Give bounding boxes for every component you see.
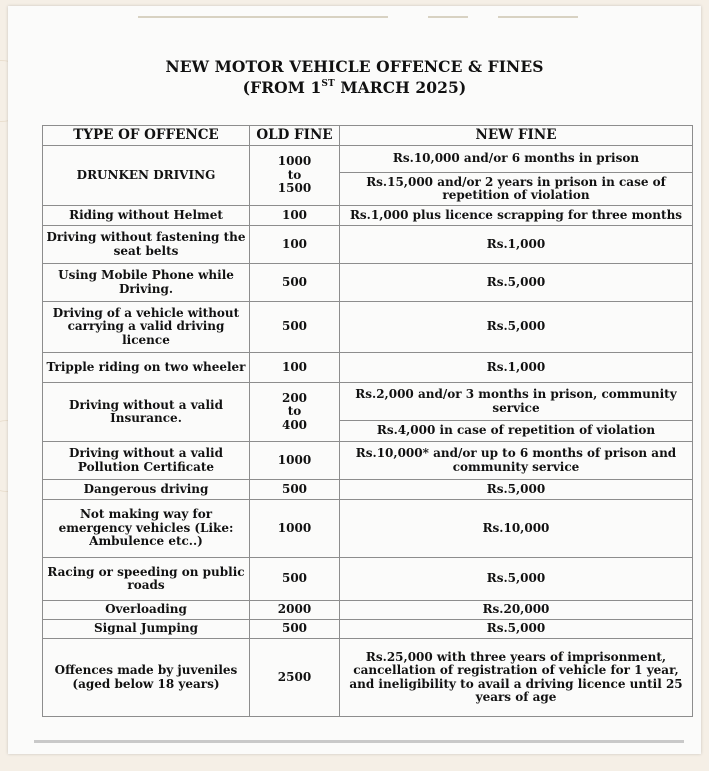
offence-cell: Tripple riding on two wheeler <box>43 353 250 383</box>
page-title: NEW MOTOR VEHICLE OFFENCE & FINES <box>165 57 544 76</box>
offence-cell: Driving of a vehicle without carrying a valid driving licence <box>43 302 250 353</box>
offence-cell: Racing or speeding on public roads <box>43 558 250 601</box>
old-fine-cell: 1000 to 1500 <box>250 146 340 206</box>
table-row <box>43 146 693 173</box>
new-fine-cell: Rs.5,000 <box>340 558 693 601</box>
offence-cell: Driving without a valid Pollution Certificate <box>43 442 250 480</box>
top-divider <box>498 16 578 18</box>
old-fine-cell: 2500 <box>250 639 340 717</box>
table-row <box>43 353 693 383</box>
offence-cell: Not making way for emergency vehicles (Like: Ambulence etc..) <box>43 500 250 558</box>
new-fine-cell: Rs.5,000 <box>340 302 693 353</box>
old-fine-cell: 100 <box>250 206 340 226</box>
new-fine-cell: Rs.10,000* and/or up to 6 months of prison and community service <box>340 442 693 480</box>
new-fine-cell: Rs.20,000 <box>340 601 693 620</box>
new-fine-cell: Rs.15,000 and/or 2 years in prison in case of repetition of violation <box>340 173 693 206</box>
new-fine-cell: Rs.10,000 <box>340 500 693 558</box>
new-fine-cell: Rs.1,000 <box>340 226 693 264</box>
table-row <box>43 500 693 558</box>
table-row <box>43 302 693 353</box>
old-fine-cell: 500 <box>250 302 340 353</box>
new-fine-cell: Rs.1,000 plus licence scrapping for three months <box>340 206 693 226</box>
top-divider <box>138 16 388 18</box>
old-fine-cell: 500 <box>250 264 340 302</box>
offence-cell: Using Mobile Phone while Driving. <box>43 264 250 302</box>
offence-cell: Signal Jumping <box>43 620 250 639</box>
old-fine-cell: 500 <box>250 480 340 500</box>
column-header-new-fine: NEW FINE <box>340 126 693 146</box>
new-fine-cell: Rs.4,000 in case of repetition of violation <box>340 421 693 442</box>
table-row <box>43 620 693 639</box>
old-fine-cell: 200 to 400 <box>250 383 340 442</box>
old-fine-cell: 100 <box>250 226 340 264</box>
new-fine-cell: Rs.25,000 with three years of imprisonment, cancellation of registration of vehicle for 1 year, and ineligibility to avail a driving licence until 25 years of age <box>340 639 693 717</box>
new-fine-cell: Rs.5,000 <box>340 620 693 639</box>
table-row <box>43 601 693 620</box>
table-row <box>43 206 693 226</box>
old-fine-cell: 2000 <box>250 601 340 620</box>
new-fine-cell: Rs.10,000 and/or 6 months in prison <box>340 146 693 173</box>
old-fine-cell: 500 <box>250 558 340 601</box>
new-fine-cell: Rs.1,000 <box>340 353 693 383</box>
column-header-old-fine: OLD FINE <box>250 126 340 146</box>
document-page <box>8 6 701 754</box>
table-row <box>43 226 693 264</box>
old-fine-cell: 500 <box>250 620 340 639</box>
offence-cell: Driving without a valid Insurance. <box>43 383 250 442</box>
table-row <box>43 264 693 302</box>
old-fine-cell: 100 <box>250 353 340 383</box>
bottom-divider <box>34 740 684 743</box>
offence-cell: Dangerous driving <box>43 480 250 500</box>
offence-cell: Overloading <box>43 601 250 620</box>
table-row <box>43 442 693 480</box>
top-divider <box>428 16 468 18</box>
page-subtitle: (FROM 1ST MARCH 2025) <box>242 78 467 97</box>
new-fine-cell: Rs.2,000 and/or 3 months in prison, community service <box>340 383 693 421</box>
column-header-offence: TYPE OF OFFENCE <box>43 126 250 146</box>
table-row <box>43 383 693 421</box>
new-fine-cell: Rs.5,000 <box>340 480 693 500</box>
offence-cell: Offences made by juveniles (aged below 18 years) <box>43 639 250 717</box>
old-fine-cell: 1000 <box>250 442 340 480</box>
table-header-row <box>43 126 693 146</box>
offence-cell: Driving without fastening the seat belts <box>43 226 250 264</box>
offence-cell: DRUNKEN DRIVING <box>43 146 250 206</box>
new-fine-cell: Rs.5,000 <box>340 264 693 302</box>
table-row <box>43 558 693 601</box>
fines-table <box>42 125 693 717</box>
table-row <box>43 639 693 717</box>
offence-cell: Riding without Helmet <box>43 206 250 226</box>
old-fine-cell: 1000 <box>250 500 340 558</box>
table-row <box>43 480 693 500</box>
